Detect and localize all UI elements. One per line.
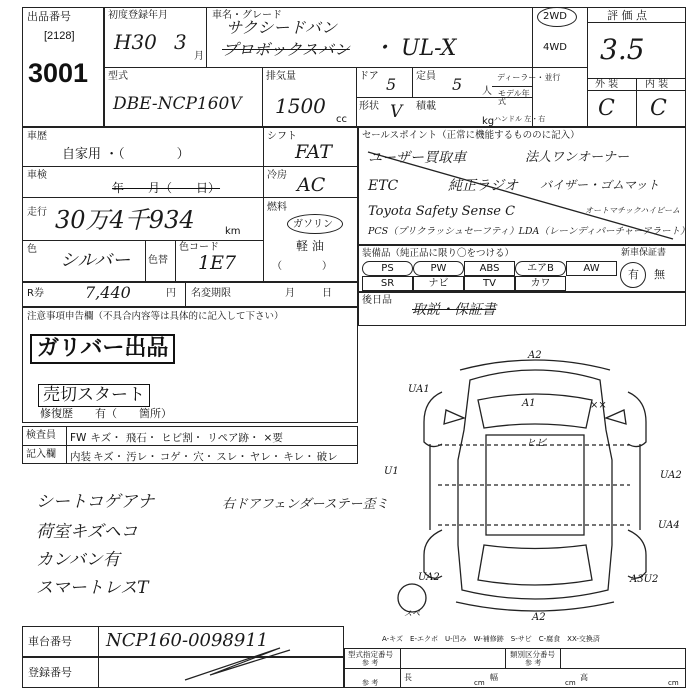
inspector-item-1: FW	[70, 432, 87, 444]
diag-a2-bottom: A2	[532, 612, 546, 623]
type-label: 型式	[108, 71, 128, 82]
model-name-line2: プロボックスバン	[222, 40, 350, 59]
displacement-value: 1500	[275, 94, 326, 118]
equipment-row2-1: SR	[362, 276, 413, 291]
recycle-row	[22, 282, 358, 307]
warranty-circle	[620, 262, 646, 288]
sales-point-1: ユーザー買取車	[368, 150, 466, 166]
entry-item-2: キズ・	[93, 451, 125, 463]
entry-item-8: キレ・	[283, 451, 315, 463]
repair-history: 修復歴 有（ 箇所）	[40, 407, 172, 420]
spec-length-unit: cm	[474, 679, 485, 687]
chassis-label: 車台番号	[28, 635, 72, 648]
interior-grade: C	[650, 96, 667, 121]
drive-4wd: 4WD	[543, 42, 567, 53]
drive-circle	[537, 7, 577, 27]
model-name-line1: サクシードバン	[226, 18, 338, 37]
diag-ua2-right: UA2	[660, 470, 682, 481]
equipment-2: PW	[413, 261, 464, 276]
type-value: DBE-NCP160V	[113, 94, 242, 114]
inspector-label: 検査員	[26, 430, 56, 441]
recycle-label: R券	[27, 288, 44, 299]
warranty-yes: 有	[628, 268, 639, 281]
doors-value: 5	[386, 75, 397, 94]
note-3: カンバン有	[36, 550, 120, 570]
model-grade: ・ UL-X	[372, 36, 457, 61]
inspector-item-2: キズ・	[90, 432, 122, 444]
reg-scribble	[180, 640, 300, 685]
equipment-row2-3: TV	[464, 276, 515, 291]
after-fit-box	[358, 292, 686, 326]
entry-item-5: 穴・	[193, 451, 215, 463]
warranty-label: 新車保証書	[621, 248, 667, 258]
note-4: スマートレスT	[36, 578, 149, 598]
sales-point-8: PCS（プリクラッシュセーフティ）LDA（レーンディパーチャーアラート）	[368, 226, 690, 237]
sales-points-strike	[358, 127, 686, 245]
fuel-label: 燃料	[267, 202, 287, 213]
equipment-5: AW	[566, 261, 617, 276]
diag-hibi: ヒビ	[526, 438, 546, 449]
diag-u1: U1	[384, 466, 399, 477]
fuel-paren: （ ）	[272, 261, 332, 272]
fuel-gasoline: ガソリン	[293, 219, 333, 230]
model-year-label: モデル年式	[498, 89, 530, 106]
first-reg-month-unit: 月	[194, 51, 204, 62]
displacement-label: 排気量	[266, 71, 296, 82]
sales-point-7: オートマチックハイビーム	[585, 206, 680, 215]
spec-label-2: 類別区分番号	[510, 650, 555, 659]
sales-point-6: Toyota Safety Sense C	[368, 204, 516, 219]
color-label: 色	[27, 244, 37, 255]
grade-score: 3.5	[600, 33, 645, 66]
exterior-grade: C	[598, 96, 615, 121]
capacity-label: 定員	[416, 71, 436, 82]
spec-sub-2: 参 考	[525, 659, 542, 667]
note-5: 右ドアフェンダーステー歪ミ	[222, 497, 389, 512]
diag-a3u2: A3U2	[630, 574, 659, 585]
fuel-diesel: 軽 油	[296, 239, 324, 253]
after-fit-value: 取説・保証書	[412, 302, 496, 318]
diag-xx: ××	[590, 400, 607, 411]
capacity-value: 5	[452, 75, 463, 94]
entry-item-7: ヤレ・	[249, 451, 282, 463]
equipment-3: ABS	[464, 261, 515, 276]
color-code-value: 1E7	[198, 252, 237, 274]
diagram-legend: A-キズ E-エクボ U-凹み W-補修跡 S-サビ C-腐食 XX-交換済	[382, 635, 600, 643]
diag-ua4: UA4	[658, 520, 680, 531]
chassis-value: NCP160-0098911	[106, 630, 269, 651]
inspector-item-3: 飛石・	[125, 432, 158, 444]
equipment-1: PS	[362, 261, 413, 276]
doors-label: ドア	[359, 71, 379, 82]
load-label: 積載	[416, 101, 436, 112]
capacity-unit: 人	[482, 86, 492, 97]
shape-label: 形状	[359, 101, 379, 112]
lot-label: 出品番号	[27, 10, 71, 23]
mileage-value: 30万4千934	[55, 206, 195, 234]
spec-width-unit: cm	[565, 679, 576, 687]
spec-sub-1: 参 考	[362, 659, 379, 667]
model-name-label: 車名・グレード	[212, 10, 282, 21]
fuel-circle	[287, 214, 343, 234]
entry-item-9: 破レ	[316, 451, 338, 463]
warranty-no: 無	[654, 268, 665, 281]
name-change-day: 日	[322, 288, 332, 299]
note-1: シートコゲアナ	[36, 492, 155, 512]
diag-ua1: UA1	[408, 384, 430, 395]
inspector-row-2	[70, 449, 340, 464]
inspector-row-1	[70, 430, 287, 445]
color-change-label: 色替	[148, 255, 168, 266]
color-code-label: 色コード	[179, 242, 219, 253]
name-change-month: 月	[285, 288, 295, 299]
diag-spare: スペ	[404, 609, 420, 618]
exterior-label: 外 装	[595, 79, 619, 90]
shift-value: FAT	[295, 141, 332, 163]
spec-height: 高	[580, 673, 588, 682]
sales-point-3: ETC	[368, 178, 399, 194]
drive-2wd: 2WD	[543, 11, 567, 22]
sales-point-4: 純正ラジオ	[448, 178, 518, 194]
equipment-4: エアB	[515, 261, 566, 276]
first-reg-label: 初度登録年月	[108, 10, 168, 21]
note-2: 荷室キズヘコ	[36, 522, 138, 542]
diag-a1: A1	[522, 398, 536, 409]
entry-item-3: 汚レ・	[126, 451, 158, 463]
spec-width: 幅	[490, 673, 498, 682]
lot-code: [2128]	[44, 30, 75, 42]
sales-points-label: セールスポイント（正常に機能するもののに記入）	[362, 130, 580, 141]
first-reg-month: 3	[174, 30, 187, 54]
inspector-item-5: リペア跡・	[207, 432, 260, 444]
ac-label: 冷房	[267, 170, 287, 181]
shift-label: シフト	[267, 131, 297, 142]
sell-start-stamp: 売切スタート	[38, 384, 150, 407]
mileage-label: 走行	[27, 207, 47, 218]
diag-a2-top: A2	[528, 350, 542, 361]
ac-value: AC	[297, 174, 326, 196]
equipment-row2-2: ナビ	[413, 276, 464, 291]
recycle-unit: 円	[166, 288, 176, 299]
entry-item-6: スレ・	[216, 451, 248, 463]
gulliver-stamp: ガリバー出品	[30, 334, 175, 364]
diag-ua2-left: UA2	[418, 572, 440, 583]
sales-point-2: 法人ワンオーナー	[525, 150, 630, 165]
interior-label: 内 装	[645, 79, 669, 90]
displacement-unit: cc	[336, 114, 347, 125]
after-fit-label: 後日品	[362, 295, 392, 306]
reg-label: 登録番号	[28, 666, 72, 679]
history-label: 車歴	[27, 131, 47, 142]
equipment-label: 装備品（純正品に限り〇をつける）	[362, 248, 515, 259]
spec-sub-3: 参 考	[362, 679, 379, 687]
load-unit: kg	[482, 116, 495, 127]
inspection-text: 年 月（ 日）	[112, 181, 221, 195]
sales-point-5: バイザー・ゴムマット	[540, 178, 660, 192]
dealer-label: ディーラー・並行	[497, 73, 561, 82]
color-value: シルバー	[60, 250, 131, 271]
shape-value: V	[390, 102, 403, 122]
spec-label-1: 型式指定番号	[348, 650, 393, 659]
entry-label: 記入欄	[26, 449, 56, 460]
handle-label: ハンドル 左・右	[494, 115, 546, 123]
mileage-unit: km	[225, 226, 241, 237]
inspector-item-6: ×要	[263, 432, 283, 444]
history-value: 自家用 ・（ ）	[62, 147, 190, 162]
name-change-label: 名変期限	[191, 288, 231, 299]
equipment-row2-4: カワ	[515, 276, 566, 291]
inspector-item-4: ヒビ割・	[161, 432, 204, 444]
inspection-label: 車検	[27, 170, 47, 181]
entry-item-4: コゲ・	[159, 451, 192, 463]
entry-item-1: 内装	[70, 451, 91, 463]
grade-label: 評 価 点	[607, 9, 647, 22]
spec-height-unit: cm	[668, 679, 679, 687]
lot-number: 3001	[28, 58, 89, 88]
recycle-value: 7,440	[85, 283, 131, 302]
spec-length: 長	[404, 673, 412, 682]
notes-label: 注意事項申告欄（不具合内容等は具体的に記入して下さい）	[27, 311, 284, 322]
first-reg-year: H30	[114, 30, 157, 54]
